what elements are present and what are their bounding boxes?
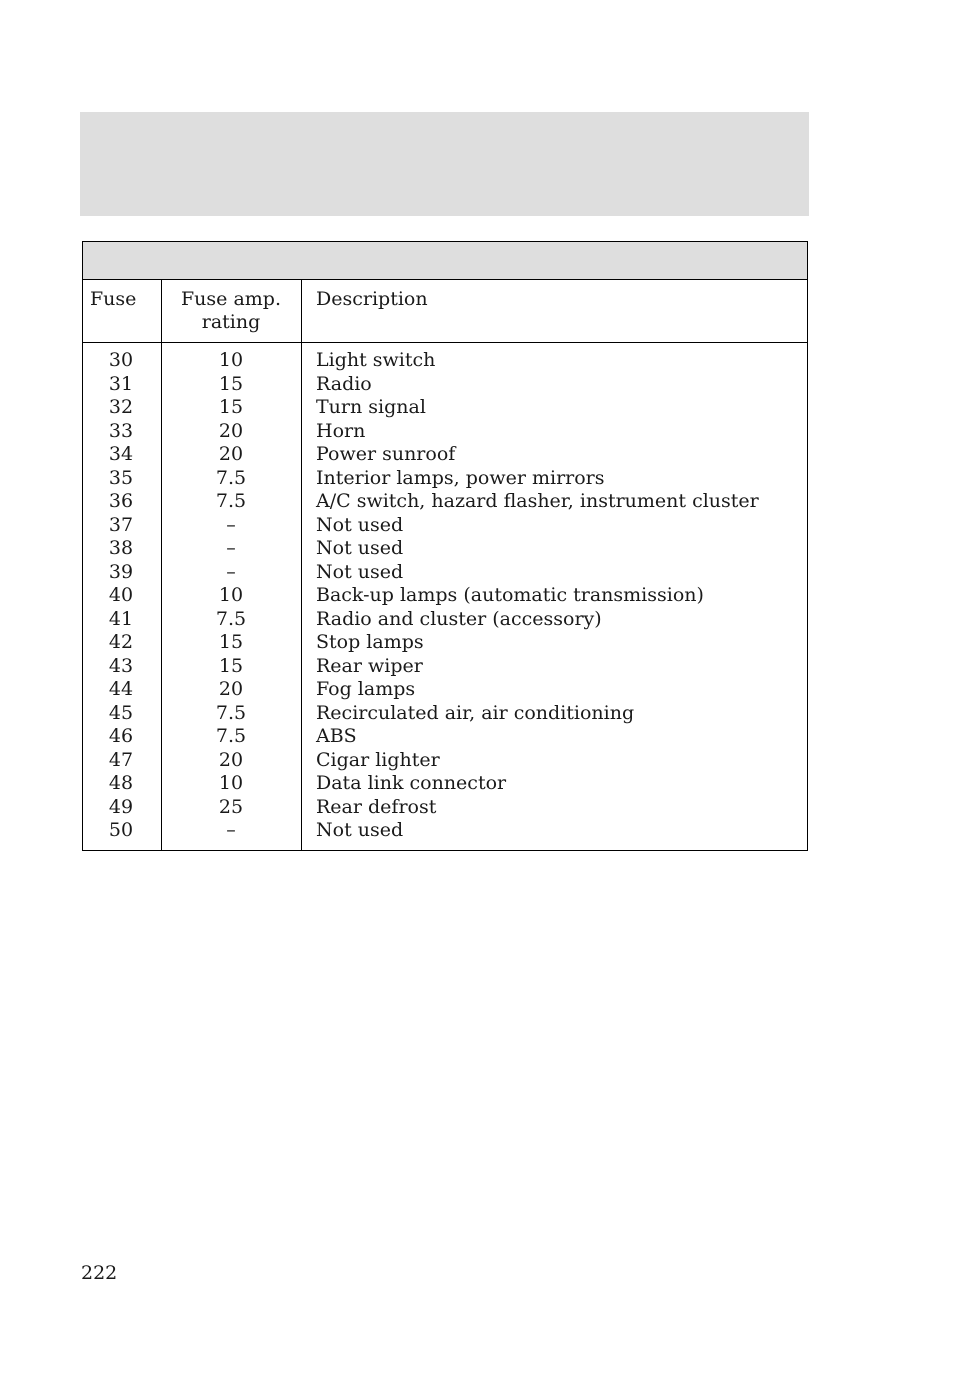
fuse-number: 40 <box>108 584 134 606</box>
fuse-amp-rating: 10 <box>218 584 244 606</box>
fuse-description: Recirculated air, air conditioning <box>316 701 635 724</box>
fuse-number: 39 <box>108 560 134 583</box>
table-row <box>83 584 807 608</box>
fuse-amp-rating: 7.5 <box>215 701 247 724</box>
table-row <box>83 796 807 820</box>
fuse-amp-rating: – <box>226 513 236 536</box>
fuse-number: 36 <box>108 490 134 512</box>
column-header-description: Description <box>316 288 428 310</box>
fuse-amp-rating: 7.5 <box>215 725 247 747</box>
fuse-amp-rating: 7.5 <box>215 607 247 630</box>
fuse-amp-rating: 20 <box>218 748 244 771</box>
fuse-description: Stop lamps <box>316 631 424 653</box>
fuse-description: Light switch <box>316 349 436 371</box>
fuse-description: Interior lamps, power mirrors <box>316 466 605 489</box>
table-row <box>83 349 807 373</box>
fuse-number: 31 <box>108 372 134 395</box>
table-row <box>83 537 807 561</box>
table-row <box>83 725 807 749</box>
fuse-number: 41 <box>108 607 134 630</box>
fuse-amp-rating: – <box>226 819 236 841</box>
fuse-description: Radio and cluster (accessory) <box>316 607 602 630</box>
fuse-number: 49 <box>108 795 134 818</box>
fuse-amp-rating: – <box>226 537 236 559</box>
fuse-number: 44 <box>108 678 134 700</box>
fuse-amp-rating: 20 <box>218 678 244 700</box>
fuse-number: 33 <box>108 419 134 442</box>
fuse-amp-rating: 20 <box>218 443 244 465</box>
fuse-amp-rating: 15 <box>218 372 244 395</box>
fuse-number: 35 <box>108 466 134 489</box>
fuse-amp-rating: 7.5 <box>215 490 247 512</box>
fuse-description: Power sunroof <box>316 443 456 465</box>
fuse-number: 45 <box>108 701 134 724</box>
fuse-number: 50 <box>108 819 134 841</box>
fuse-number: 38 <box>108 537 134 559</box>
fuse-amp-rating: 20 <box>218 419 244 442</box>
fuse-description: Not used <box>316 513 404 536</box>
fuse-description: Fog lamps <box>316 678 416 700</box>
table-row <box>83 490 807 514</box>
table-row <box>83 420 807 444</box>
fuse-description: Not used <box>316 819 404 841</box>
fuse-description: Radio <box>316 372 372 395</box>
fuse-amp-rating: 10 <box>218 772 244 794</box>
fuse-description: Horn <box>316 419 366 442</box>
table-row <box>83 608 807 632</box>
column-header-fuse: Fuse <box>90 288 137 310</box>
fuse-description: Rear defrost <box>316 795 437 818</box>
fuse-amp-rating: 10 <box>218 349 244 371</box>
fuse-number: 48 <box>108 772 134 794</box>
table-row <box>83 467 807 491</box>
fuse-number: 43 <box>108 654 134 677</box>
table-body <box>83 349 807 843</box>
fuse-amp-rating: 7.5 <box>215 466 247 489</box>
fuse-description: Rear wiper <box>316 654 423 677</box>
fuse-description: Back-up lamps (automatic transmission) <box>316 584 704 606</box>
table-row <box>83 702 807 726</box>
table-row <box>83 396 807 420</box>
fuse-amp-rating: 15 <box>218 654 244 677</box>
page-number: 222 <box>81 1262 118 1284</box>
fuse-number: 32 <box>108 396 134 418</box>
fuse-amp-rating: – <box>226 560 236 583</box>
fuse-number: 46 <box>108 725 134 747</box>
column-header-rating-line1: Fuse amp. <box>180 288 281 310</box>
column-header-rating-line2: rating <box>201 311 261 333</box>
table-row <box>83 819 807 843</box>
fuse-description: ABS <box>316 725 357 747</box>
table-title-bar <box>83 242 807 280</box>
fuse-number: 42 <box>108 631 134 653</box>
table-row <box>83 655 807 679</box>
table-row <box>83 631 807 655</box>
fuse-amp-rating: 25 <box>218 795 244 818</box>
table-row <box>83 514 807 538</box>
fuse-number: 30 <box>108 349 134 371</box>
fuse-description: Data link connector <box>316 772 507 794</box>
table-row <box>83 561 807 585</box>
table-row <box>83 749 807 773</box>
fuse-description: Not used <box>316 560 404 583</box>
header-divider <box>83 342 807 343</box>
fuse-number: 47 <box>108 748 134 771</box>
fuse-description: Cigar lighter <box>316 748 440 771</box>
table-row <box>83 772 807 796</box>
column-header-rating <box>161 288 301 334</box>
table-row <box>83 373 807 397</box>
fuse-description: A/C switch, hazard flasher, instrument cluster <box>316 490 759 512</box>
table-row <box>83 678 807 702</box>
fuse-amp-rating: 15 <box>218 631 244 653</box>
table-row <box>83 443 807 467</box>
fuse-table <box>82 241 808 851</box>
fuse-number: 34 <box>108 443 134 465</box>
fuse-number: 37 <box>108 513 134 536</box>
section-header-band <box>80 112 809 216</box>
fuse-description: Turn signal <box>316 396 426 418</box>
fuse-amp-rating: 15 <box>218 396 244 418</box>
fuse-description: Not used <box>316 537 404 559</box>
